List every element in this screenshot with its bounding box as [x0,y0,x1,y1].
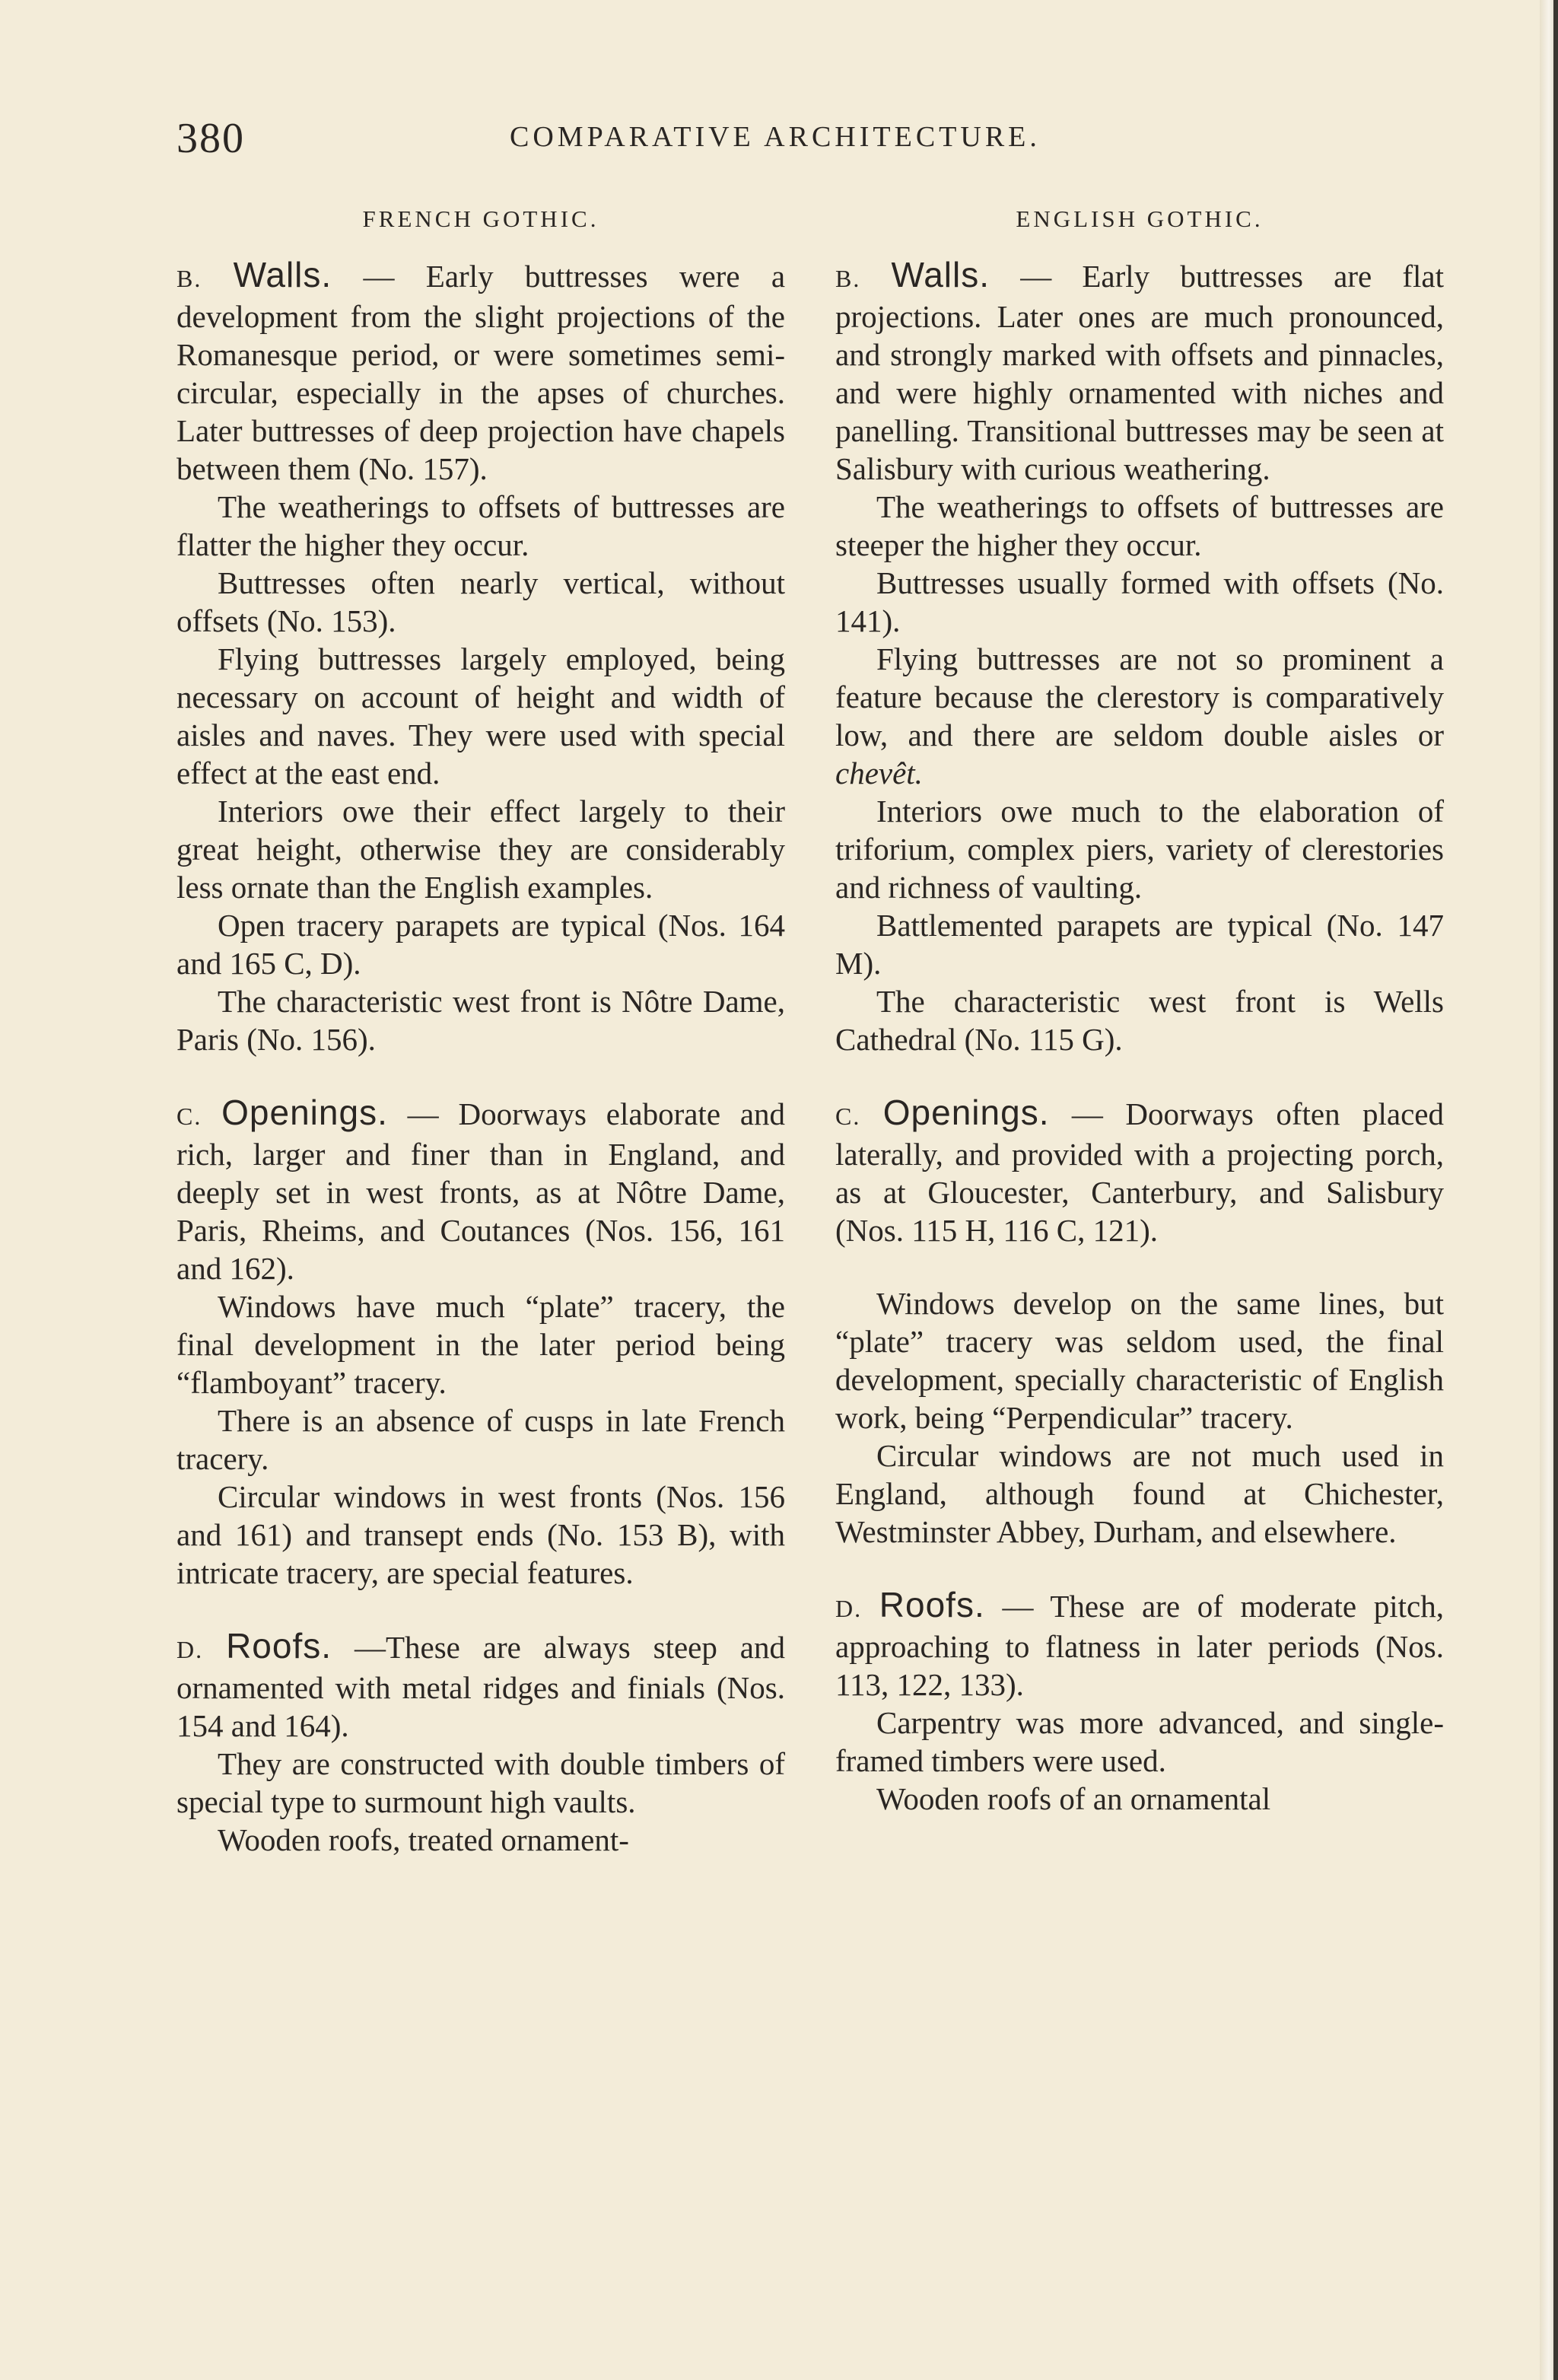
section-title: Walls. [233,255,332,294]
running-title: COMPARATIVE ARCHITECTURE. [510,121,1041,153]
section-letter: D. [176,1636,204,1663]
column-heading: FRENCH GOTHIC. [362,205,599,232]
paragraph-text: — Early buttresses were a development from the slight projections of the Romanesque period, or were sometimes semi-circular, especially in the apses of churches. Later buttresses of deep projection have chapels between them (No. 157). [176,259,786,486]
openings-section [835,1093,1444,1551]
roofs-paragraph [835,1586,1444,1704]
paragraph-text: —These are always steep and ornamented with metal ridges and finials (Nos. 154 and 164). [176,1630,785,1743]
roofs-section [176,1627,785,1859]
roofs-paragraph: Wooden roofs, treated ornament- [218,1822,629,1857]
section-letter: C. [176,1102,202,1130]
openings-paragraph: Windows have much “plate” tracery, the final development in the later period being “flamboyant” tracery. [176,1289,785,1400]
section-letter: B. [176,265,202,292]
openings-section [176,1093,785,1592]
paragraph-text: — Doorways elaborate and rich, larger and finer than in England, and deeply set in west fronts, as at Nôtre Dame, Paris, Rheims, and Coutances (Nos. 156, 161 and 162). [176,1096,786,1286]
walls-paragraph: Interiors owe their effect largely to their great height, otherwise they are considerably less ornate than the English examples. [176,794,785,905]
section-letter: C. [835,1102,861,1130]
openings-paragraph [835,1093,1444,1249]
walls-paragraph [835,256,1444,488]
openings-paragraph: Circular windows in west fronts (Nos. 156 and 161) and transept ends (No. 153 B), with intricate tracery, are special features. [176,1479,785,1590]
walls-paragraph: The weatherings to offsets of buttresses are steeper the higher they occur. [835,489,1444,562]
openings-paragraph: There is an absence of cusps in late French tracery. [176,1403,785,1476]
walls-paragraph [835,640,1444,792]
openings-paragraph: Circular windows are not much used in England, although found at Chichester, Westminster Abbey, Durham, and elsewhere. [835,1438,1444,1549]
french-gothic-column [176,205,785,1894]
roofs-paragraph: Wooden roofs of an ornamental [876,1781,1271,1816]
roofs-section [835,1586,1444,1818]
walls-paragraph [176,256,785,488]
walls-paragraph: The characteristic west front is Wells Cathedral (No. 115 G). [835,984,1444,1057]
walls-paragraph: Open tracery parapets are typical (Nos. 164 and 165 C, D). [176,908,785,981]
walls-paragraph: Buttresses usually formed with offsets (No. 141). [835,565,1444,638]
section-letter: B. [835,265,861,292]
openings-paragraph: Windows develop on the same lines, but “plate” tracery was seldom used, the final development, specially characteristic of English work, being “Perpendicular” tracery. [835,1286,1444,1435]
paragraph-text: Flying buttresses are not so prominent a feature because the clerestory is comparatively low, and there are seldom double aisles or [835,641,1444,752]
italic-term: chevêt. [835,756,923,791]
walls-paragraph: The characteristic west front is Nôtre Dame, Paris (No. 156). [176,984,785,1057]
openings-paragraph [176,1093,785,1287]
section-title: Openings. [882,1093,1050,1132]
paragraph-text: — These are of moderate pitch, approaching to flatness in later periods (Nos. 113, 122, 133). [835,1589,1444,1702]
section-title: Openings. [221,1093,388,1132]
column-heading: ENGLISH GOTHIC. [1016,205,1264,232]
walls-paragraph: Buttresses often nearly vertical, without offsets (No. 153). [176,565,785,638]
page-header [176,114,1439,167]
walls-section [176,256,785,1058]
walls-paragraph: The weatherings to offsets of buttresses are flatter the higher they occur. [176,489,785,562]
walls-paragraph: Battlemented parapets are typical (No. 147 M). [835,908,1444,981]
page-number: 380 [176,115,245,162]
walls-paragraph: Flying buttresses largely employed, being necessary on account of height and width of aisles and naves. They were used with special effect at the east end. [176,641,785,791]
section-letter: D. [835,1595,863,1622]
paragraph-text: — Early buttresses are flat projections. Later ones are much pronounced, and strongly marked with offsets and pinnacles, and were highly ornamented with niches and panelling. Transitional buttresses may be seen at Salisbury with curious weathering. [835,259,1445,486]
page-edge-shadow [1553,0,1558,2380]
section-title: Walls. [891,255,990,294]
roofs-paragraph: They are constructed with double timbers of special type to surmount high vaults. [176,1746,785,1819]
walls-section [835,256,1444,1058]
english-gothic-column [835,205,1444,1853]
section-title: Roofs. [226,1626,332,1666]
roofs-paragraph: Carpentry was more advanced, and single-framed timbers were used. [835,1705,1444,1778]
roofs-paragraph [176,1627,785,1745]
paragraph-text: — Doorways often placed laterally, and provided with a projecting porch, as at Gloucester, Canterbury, and Salisbury (Nos. 115 H, 116 C, 121). [835,1096,1444,1248]
section-title: Roofs. [879,1585,985,1624]
walls-paragraph: Interiors owe much to the elaboration of triforium, complex piers, variety of clerestories and richness of vaulting. [835,794,1444,905]
